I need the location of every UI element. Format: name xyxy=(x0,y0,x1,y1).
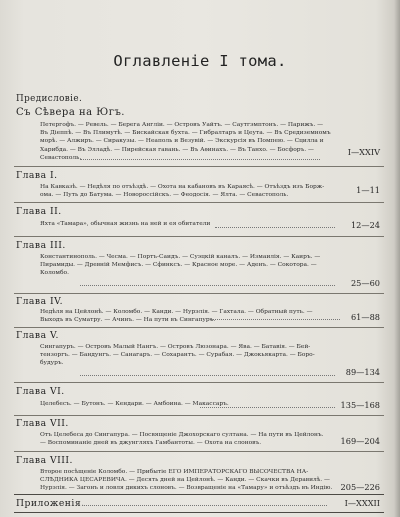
divider xyxy=(14,415,384,416)
toc-summary-north-south xyxy=(40,121,340,162)
toc-pages-north-south: I—XXIV xyxy=(347,147,380,157)
toc-pages-chapter-1: 1—11 xyxy=(356,185,380,195)
divider xyxy=(14,451,384,452)
dot-leader xyxy=(200,407,335,408)
divider xyxy=(14,293,384,294)
toc-line: Петергофъ. — Ревель. — Берега Англіи. — Островъ Уайтъ. — Саутгэмптонъ. — Парижъ. — xyxy=(40,122,324,128)
toc-heading-chapter-4: Глава IV. xyxy=(16,296,64,307)
toc-line: Коломбо. xyxy=(40,270,69,277)
dot-leader xyxy=(80,285,335,286)
toc-line: Харибда. — Въ Элладѣ. — Пирейская гавань. — Въ Аѳинахъ. — Въ Танхо. — Босфоръ. — xyxy=(40,146,314,153)
toc-line: — Воспоминаніе дней въ джунгляхъ Гамбантоты. — Охота на слоновъ. xyxy=(40,440,262,447)
toc-line: СЛѢДНИКА ЦЕСАРЕВИЧА. — Десять дней на Цейлонѣ. — Канди. — Скачки въ Деравилѣ. — xyxy=(40,477,330,484)
page-title: Оглавленіе I тома. xyxy=(113,52,287,70)
toc-summary-chapter-8 xyxy=(40,468,340,493)
dot-leader xyxy=(215,227,335,228)
toc-summary-chapter-1 xyxy=(40,183,340,199)
toc-line: тензоргъ. — Бандунгъ. — Санагаръ. — Сохарантъ. — Сурабая. — Джокьякарта. — Боро- xyxy=(40,352,315,359)
preface-heading: Предисловіе. xyxy=(16,94,83,104)
toc-line: Отъ Целебеса до Сингапура. — Посвященіе Джохорскаго султана. — На пути въ Цейлонъ. xyxy=(40,432,324,438)
toc-heading-chapter-1: Глава I. xyxy=(16,170,58,181)
divider xyxy=(14,166,384,167)
divider xyxy=(14,512,384,513)
toc-pages-chapter-8: 205—226 xyxy=(340,482,380,492)
toc-heading-chapter-5: Глава V. xyxy=(16,330,59,341)
toc-pages-chapter-5: 89—134 xyxy=(345,367,380,377)
toc-summary-chapter-3 xyxy=(40,253,340,278)
divider xyxy=(14,382,384,383)
toc-line: Целебесъ. — Бутонъ. — Кендари. — Амбоина. — Макассаръ. xyxy=(40,401,229,407)
toc-heading-chapter-2: Глава II. xyxy=(16,206,62,217)
toc-line: Яхта «Тамара», обычная жизнь на ней и ея обитатели xyxy=(40,221,211,227)
toc-heading-chapter-8: Глава VIII. xyxy=(16,455,73,466)
toc-pages-chapter-7: 169—204 xyxy=(340,436,380,446)
toc-summary-chapter-5 xyxy=(40,343,340,368)
toc-line: Выходъ въ Суматру. — Ачинъ. — На пути въ Сингапуръ. xyxy=(40,317,216,324)
toc-line: Второе посѣщеніе Коломбо. — Прибытіе ЕГО ИМПЕРАТОРСКАГО ВЫСОЧЕСТВА НА- xyxy=(40,469,309,475)
toc-line: Въ Діеппѣ. — Въ Плимутѣ. — Бискайская бухта. — Гибралтаръ и Цеута. — Въ Средиземномъ xyxy=(40,130,331,137)
toc-pages-appendix: I—XXXII xyxy=(344,498,380,508)
toc-pages-chapter-6: 135—168 xyxy=(340,400,380,410)
toc-summary-chapter-7 xyxy=(40,431,340,447)
toc-line: На Кавказѣ. — Недѣля по отъѣздѣ. — Охота на кабановъ въ Караясѣ. — Отъѣздъ изъ Борж- xyxy=(40,184,325,190)
dot-leader xyxy=(82,505,327,506)
toc-line: Недѣля на Цейлонѣ. — Коломбо. — Канди. — Нурэлія. — Гахтала. — Обратный путь. — xyxy=(40,309,313,315)
divider xyxy=(14,494,384,495)
toc-line: Константинополь. — Чесма. — Портъ-Саидъ. — Суэцкій каналъ. — Измаилія. — Каиръ. — xyxy=(40,254,321,260)
toc-heading-chapter-3: Глава III. xyxy=(16,240,66,251)
toc-summary-chapter-4 xyxy=(40,308,340,324)
toc-line: Сингапуръ. — Островъ Малый Нангъ. — Островъ Люзонара. — Ява. — Батавія. — Бей- xyxy=(40,344,311,350)
toc-line: ома. — Путь до Батума. — Новороссійскъ. — Феодосія. — Ялта. — Севастополь. xyxy=(40,192,289,199)
toc-line: будуръ. xyxy=(40,360,64,367)
toc-heading-chapter-6: Глава VI. xyxy=(16,386,65,397)
divider xyxy=(14,202,384,203)
toc-heading-appendix: Приложенія. xyxy=(16,498,85,509)
toc-pages-chapter-3: 25—60 xyxy=(350,278,380,288)
toc-pages-chapter-2: 12—24 xyxy=(350,220,380,230)
divider xyxy=(14,236,384,237)
toc-line: морѣ. — Алжиръ. — Сиракузы. — Неаполь и Везувій. — Экскурсія въ Помпею. — Сцилла и xyxy=(40,138,324,145)
toc-line: Нурэлія. — Загонъ и ловля дикихъ слоновъ. — Возвращеніе на «Тамару» и отъѣздъ въ Индію. xyxy=(40,485,333,492)
dot-leader xyxy=(80,159,320,160)
toc-heading-chapter-7: Глава VII. xyxy=(16,418,69,429)
toc-line: Севастополь. xyxy=(40,154,82,161)
divider xyxy=(14,327,384,328)
toc-line: Пирамиды. — Древній Мемфисъ. — Сфинксъ. — Красное море. — Аденъ. — Сокотора. — xyxy=(40,262,317,269)
dot-leader xyxy=(80,375,335,376)
dot-leader xyxy=(210,319,340,320)
toc-pages-chapter-4: 61—88 xyxy=(350,312,380,322)
toc-heading-north-south: Съ Сѣвера на Югъ. xyxy=(16,107,125,118)
